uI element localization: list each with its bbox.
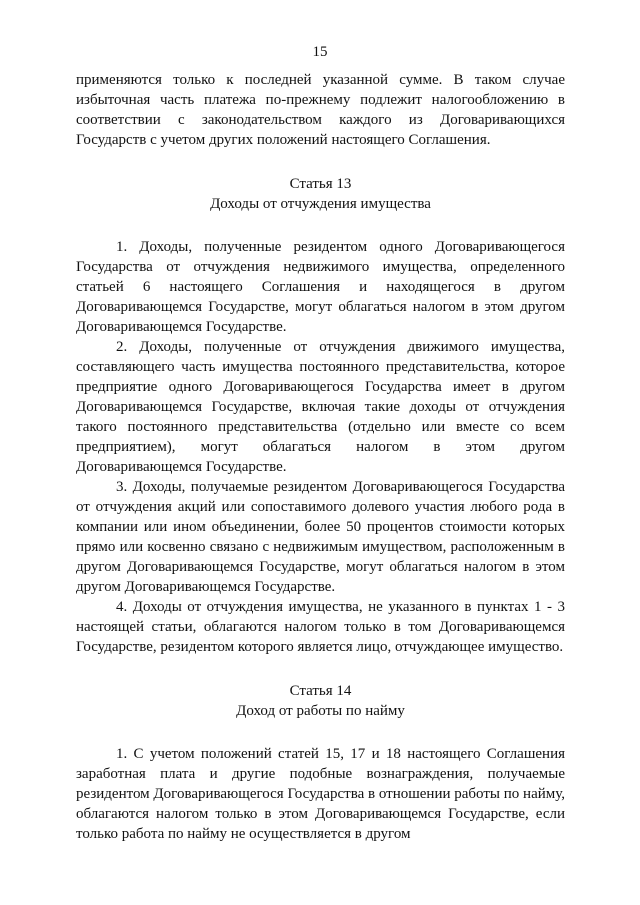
article-13-title: Доходы от отчуждения имущества <box>210 196 431 212</box>
article-14-title: Доход от работы по найму <box>236 703 405 719</box>
article-14-number: Статья 14 <box>289 683 352 699</box>
article-13-paragraph-1: 1. Доходы, полученные резидентом одного Договаривающегося Государства от отчуждения недвижимого имущества, определенного статьей 6 настоящего Соглашения и находящегося в другом Договаривающемся Государстве, могут облагаться налогом в этом другом Договаривающемся Государстве. <box>76 239 565 335</box>
article-13-number: Статья 13 <box>289 176 352 192</box>
document-body <box>76 70 565 844</box>
article-13-paragraph-2: 2. Доходы, полученные от отчуждения движимого имущества, составляющего часть имущества постоянного представительства, которое предприятие одного Договаривающегося Государства имеет в другом Договаривающемся Государстве, включая такие доходы от отчуждения такого постоянного представительства (отдельно или вместе со всем предприятием), могут облагаться налогом в этом другом Договаривающемся Государстве. <box>76 339 565 475</box>
article-14-paragraph-1: 1. С учетом положений статей 15, 17 и 18 настоящего Соглашения заработная плата и другие подобные вознаграждения, получаемые резидентом Договаривающегося Государства в отношении работы по найму, облагаются налогом только в этом Договаривающемся Государстве, если только работа по найму не осуществляется в другом <box>76 746 565 842</box>
article-13-paragraph-3: 3. Доходы, получаемые резидентом Договаривающегося Государства от отчуждения акций или сопоставимого долевого участия любого рода в компании или ином объединении, более 50 процентов стоимости которых прямо или косвенно связано с недвижимым имуществом, расположенным в другом Договаривающемся Государстве, могут облагаться налогом в этом другом Договаривающемся Государстве. <box>76 479 565 595</box>
intro-paragraph: применяются только к последней указанной сумме. В таком случае избыточная часть платежа по-прежнему подлежит налогообложению в соответствии с законодательством каждого из Договаривающихся Государств с учетом других положений настоящего Соглашения. <box>76 72 565 148</box>
page-number: 15 <box>312 44 328 60</box>
article-13-paragraph-4: 4. Доходы от отчуждения имущества, не указанного в пунктах 1 - 3 настоящей статьи, облагаются налогом только в том Договаривающемся Государстве, резидентом которого является лицо, отчуждающее имущество. <box>76 599 565 655</box>
